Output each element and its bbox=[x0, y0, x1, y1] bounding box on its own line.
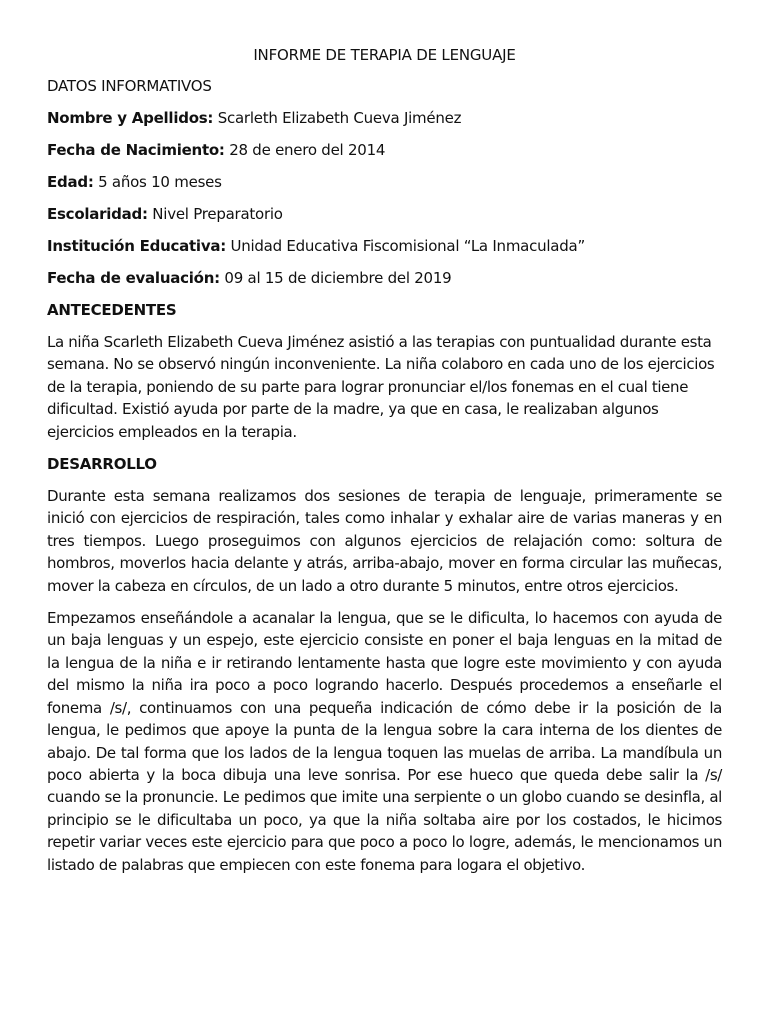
document-title: INFORME DE TERAPIA DE LENGUAJE bbox=[253, 46, 516, 64]
paragraph-desarrollo-2: Empezamos enseñándole a acanalar la lengua, que se le dificulta, lo hacemos con ayuda de un baja lenguas y un espejo, este ejercicio consiste en poner el baja lenguas en la mitad de la lengua de la niña e ir retirando lentamente hasta que logre este movimiento y con ayuda del mismo la niña ira poco a poco logrando hacerlo. Después procedemos a enseñarle el fonema /s/, continuamos con una pequeña indicación de cómo debe ir la posición de la lengua, le pedimos que apoye la punta de la lengua sobre la cara interna de los dientes de abajo. De tal forma que los lados de la lengua toquen las muelas de arriba. La mandíbula un poco abierta y la boca dibuja una leve sonrisa. Por ese hueco que queda debe salir la /s/ cuando se la pronuncie. Le pedimos que imite una serpiente o un globo cuando se desinfla, al principio se le dificultaba un poco, ya que la niña soltaba aire por los costados, le hicimos repetir variar veces este ejercicio para que poco a poco lo logre, además, le mencionamos un listado de palabras que empiecen con este fonema para logara el objetivo. bbox=[47, 609, 722, 874]
field-label: Institución Educativa: bbox=[47, 237, 226, 255]
field-value: Nivel Preparatorio bbox=[147, 205, 283, 223]
section-datos-informativos: DATOS INFORMATIVOS bbox=[47, 77, 212, 95]
paragraph-desarrollo-1: Durante esta semana realizamos dos sesiones de terapia de lenguaje, primeramente se inició con ejercicios de respiración, tales como inhalar y exhalar aire de varias maneras y en tres tiempos. Luego proseguimos con algunos ejercicios de relajación como: soltura de hombros, moverlos hacia delante y atrás, arriba-abajo, mover en forma circular las muñecas, mover la cabeza en círculos, de un lado a otro durante 5 minutos, entre otros ejercicios. bbox=[47, 487, 722, 595]
field-nombre bbox=[47, 107, 722, 129]
field-escolaridad bbox=[47, 203, 722, 225]
field-label: Fecha de evaluación: bbox=[47, 269, 220, 287]
heading-desarrollo: DESARROLLO bbox=[47, 455, 157, 474]
paragraph-antecedentes: La niña Scarleth Elizabeth Cueva Jiménez asistió a las terapias con puntualidad durante esta semana. No se observó ningún inconveniente. La niña colaboro en cada uno de los ejercicios de la terapia, poniendo de su parte para lograr pronunciar el/los fonemas en el cual tiene dificultad. Existió ayuda por parte de la madre, ya que en casa, le realizaban algunos ejercicios empleados en la terapia. bbox=[47, 333, 715, 441]
field-value: Scarleth Elizabeth Cueva Jiménez bbox=[213, 109, 462, 127]
field-label: Nombre y Apellidos: bbox=[47, 109, 214, 127]
field-value: Unidad Educativa Fiscomisional “La Inmaculada” bbox=[225, 237, 585, 255]
field-value: 5 años 10 meses bbox=[93, 173, 222, 191]
field-value: 28 de enero del 2014 bbox=[224, 141, 386, 159]
field-value: 09 al 15 de diciembre del 2019 bbox=[219, 269, 452, 287]
heading-antecedentes: ANTECEDENTES bbox=[47, 301, 177, 319]
field-label: Escolaridad: bbox=[47, 205, 148, 223]
field-edad bbox=[47, 171, 722, 193]
field-fecha-evaluacion bbox=[47, 267, 722, 289]
field-institucion bbox=[47, 235, 722, 257]
field-fecha-nacimiento bbox=[47, 139, 722, 161]
field-label: Edad: bbox=[47, 173, 94, 191]
field-label: Fecha de Nacimiento: bbox=[47, 141, 225, 159]
